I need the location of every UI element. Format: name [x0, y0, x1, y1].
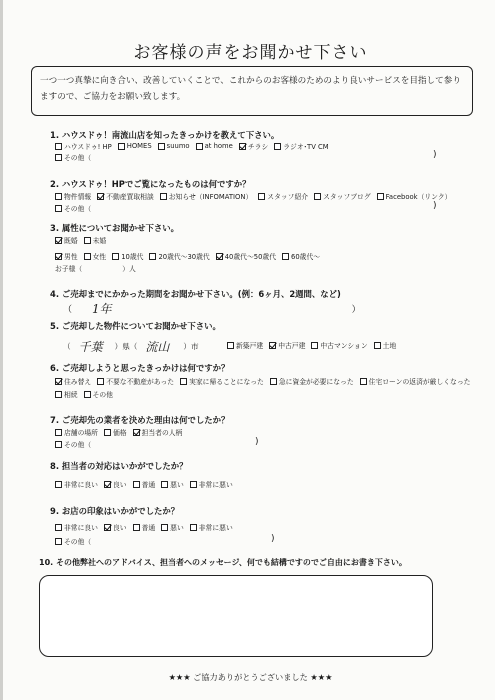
q3-gender-age-option[interactable]: [216, 251, 276, 261]
checkbox[interactable]: [239, 143, 246, 150]
q1-options: [55, 141, 335, 151]
checkbox[interactable]: [158, 143, 165, 150]
checkbox-label: 20歳代〜30歳代: [158, 253, 210, 261]
checkbox-label: 不要な不動産があった: [106, 378, 175, 386]
q3-gender-age: [55, 251, 326, 261]
q1-options-option[interactable]: [274, 141, 328, 151]
q6-row1-option[interactable]: [360, 376, 471, 386]
q8-options-option[interactable]: [133, 479, 156, 489]
checkbox[interactable]: [55, 237, 62, 244]
q1-label: 1. ハウスドゥ！南流山店を知ったきっかけを教えて下さい。: [50, 130, 280, 140]
checkbox-label: お知らせ（INFOMATION）: [168, 193, 253, 201]
checkbox[interactable]: [227, 342, 234, 349]
q7-options-option[interactable]: [104, 427, 127, 437]
q7-other-close: ): [255, 437, 259, 447]
checkbox-label: 良い: [112, 524, 127, 532]
checkbox-label: 実家に帰ることになった: [189, 378, 264, 386]
q3-marital-option[interactable]: [55, 235, 78, 245]
checkbox-label: 非常に悪い: [198, 481, 233, 489]
checkbox[interactable]: [104, 429, 111, 436]
checkbox-label: 中古戸建: [278, 342, 306, 350]
checkbox[interactable]: [55, 524, 62, 531]
checkbox[interactable]: [274, 143, 281, 150]
q6-row1-option[interactable]: [270, 376, 354, 386]
checkbox[interactable]: [149, 253, 156, 260]
q6-row1-option[interactable]: [55, 376, 91, 386]
q5-types-option[interactable]: [269, 340, 305, 350]
checkbox[interactable]: [118, 143, 125, 150]
q9-options: [55, 522, 239, 532]
checkbox[interactable]: [55, 193, 62, 200]
checkbox[interactable]: [314, 193, 321, 200]
q8-options-option[interactable]: [161, 479, 184, 489]
q7-other: その他（: [55, 439, 91, 449]
q9-other-checkbox[interactable]: [55, 538, 62, 545]
checkbox[interactable]: [55, 391, 62, 398]
checkbox[interactable]: [190, 481, 197, 488]
q7-options-option[interactable]: [55, 427, 98, 437]
checkbox-label: 相続: [64, 391, 78, 399]
q6-row1-option[interactable]: [97, 376, 174, 386]
checkbox[interactable]: [360, 378, 367, 385]
checkbox-label: 価格: [112, 429, 127, 437]
checkbox-label: 非常に悪い: [198, 524, 233, 532]
q10-label: 10. その他弊社へのアドバイス、担当者へのメッセージ、何でも結構ですのでご自由にお書き下さい。: [39, 558, 407, 567]
q8-options-option[interactable]: [104, 479, 127, 489]
q1-options-option[interactable]: [158, 142, 190, 150]
q9-label: 9. お店の印象はいかがでしたか？: [50, 506, 180, 516]
q4-label: 4. ご売却までにかかった期間をお聞かせ下さい。(例：6ヶ月、2週間、など): [50, 289, 341, 299]
q1-options-option[interactable]: [239, 141, 268, 151]
q2-options-option[interactable]: [377, 191, 452, 201]
q8-options-option[interactable]: [55, 479, 98, 489]
q3-gender-age-option[interactable]: [55, 251, 78, 261]
q2-options: [55, 191, 457, 201]
q9-options-option[interactable]: [190, 522, 233, 532]
q1-other-checkbox[interactable]: [55, 154, 62, 161]
checkbox-label: suumo: [166, 142, 190, 150]
checkbox-label: スタッフ紹介: [267, 193, 309, 201]
q1-other: その他（: [55, 152, 91, 162]
q3-marital-option[interactable]: [84, 235, 107, 245]
q6-label: 6. ご売却しようと思ったきっかけは何ですか？: [50, 363, 230, 373]
q3-label: 3. 属性についてお聞かせ下さい。: [50, 223, 180, 233]
checkbox[interactable]: [84, 237, 91, 244]
checkbox[interactable]: [84, 391, 91, 398]
q9-options-option[interactable]: [104, 522, 127, 532]
checkbox-label: 住宅ローンの返済が厳しくなった: [368, 378, 471, 386]
checkbox-label: HOMES: [126, 142, 152, 150]
q7-options: [55, 427, 188, 437]
checkbox[interactable]: [133, 524, 140, 531]
checkbox-label: 新築戸建: [236, 342, 264, 350]
q2-options-option[interactable]: [160, 191, 253, 201]
q2-options-option[interactable]: [55, 191, 91, 201]
q2-label: 2. ハウスドゥ！HPでご覧になったものは何ですか？: [50, 179, 251, 189]
q6-row2-option[interactable]: [84, 389, 113, 399]
q2-options-option[interactable]: [97, 191, 154, 201]
checkbox-label: 良い: [112, 481, 127, 489]
q7-label: 7. ご売却先の業者を決めた理由は何でしたか？: [50, 415, 230, 425]
q5-location: （ 千葉 ）県（ 流山 ）市: [63, 340, 199, 354]
checkbox[interactable]: [311, 342, 318, 349]
checkbox-label: 急に資金が必要になった: [278, 378, 354, 386]
checkbox-label: スタッフブログ: [323, 193, 371, 201]
checkbox[interactable]: [282, 253, 289, 260]
q4-answer[interactable]: 1年: [92, 302, 112, 316]
checkbox-label: 中古マンション: [320, 342, 368, 350]
checkbox[interactable]: [377, 193, 384, 200]
q5-types: [227, 340, 402, 350]
q3-gender-age-option[interactable]: [282, 251, 320, 261]
q9-options-option[interactable]: [161, 522, 184, 532]
q6-row1: [55, 376, 476, 386]
checkbox[interactable]: [55, 378, 62, 385]
checkbox-label: 男性: [64, 253, 78, 261]
checkbox-label: 担当者の人柄: [141, 429, 183, 437]
q2-options-option[interactable]: [314, 191, 371, 201]
checkbox-label: 40歳代〜50歳代: [224, 253, 277, 261]
q7-options-option[interactable]: [133, 427, 183, 437]
checkbox[interactable]: [55, 481, 62, 488]
q8-options-option[interactable]: [190, 479, 233, 489]
intro-box: 一つ一つ真摯に向き合い、改善していくことで、これからのお客様のためのより良いサービスを目指して参りますので、ご協力をお願い致します。: [31, 66, 473, 116]
q6-row2-option[interactable]: [55, 389, 78, 399]
checkbox-label: 不動産買取相談: [106, 193, 154, 201]
checkbox[interactable]: [104, 524, 111, 531]
checkbox[interactable]: [374, 342, 381, 349]
footer-thanks: ★★★ ご協力ありがとうございました ★★★: [168, 672, 333, 682]
checkbox-label: 悪い: [170, 481, 184, 489]
q9-other-close: ): [271, 534, 275, 544]
q5-label: 5. ご売却した物件についてお聞かせ下さい。: [50, 321, 221, 331]
q1-options-option[interactable]: [55, 141, 112, 151]
q9-options-option[interactable]: [133, 522, 156, 532]
checkbox[interactable]: [55, 429, 62, 436]
q4-answer-row: （ 1年 ）: [63, 302, 361, 316]
q3-gender-age-option[interactable]: [84, 251, 107, 261]
checkbox[interactable]: [196, 143, 203, 150]
free-comment-box[interactable]: [39, 575, 433, 657]
checkbox-label: ラジオ･TV CM: [283, 143, 329, 151]
checkbox-label: 普通: [141, 481, 156, 489]
q2-other: その他（: [55, 203, 91, 213]
checkbox[interactable]: [55, 253, 62, 260]
q6-row2: [55, 389, 119, 399]
checkbox-label: at home: [204, 142, 233, 150]
page-title: お客様の声をお聞かせ下さい: [133, 43, 368, 63]
checkbox[interactable]: [84, 253, 91, 260]
checkbox-label: 普通: [141, 524, 156, 532]
checkbox[interactable]: [133, 429, 140, 436]
checkbox-label: 住み替え: [64, 378, 92, 386]
checkbox-label: Facebook（リンク）: [385, 193, 452, 201]
q8-options: [55, 479, 239, 489]
q7-other-checkbox[interactable]: [55, 441, 62, 448]
q2-other-close: ): [433, 201, 437, 211]
checkbox[interactable]: [180, 378, 187, 385]
checkbox-label: チラシ: [247, 143, 269, 151]
checkbox[interactable]: [112, 253, 119, 260]
checkbox-label: 非常に良い: [64, 524, 98, 532]
checkbox-label: 60歳代〜: [291, 253, 321, 261]
checkbox-label: 未婚: [92, 237, 107, 245]
checkbox[interactable]: [161, 524, 168, 531]
checkbox[interactable]: [269, 342, 276, 349]
checkbox[interactable]: [160, 193, 167, 200]
q5-types-option[interactable]: [227, 340, 263, 350]
q1-other-close: ): [433, 150, 437, 160]
checkbox[interactable]: [133, 481, 140, 488]
q5-prefecture[interactable]: 千葉: [78, 340, 103, 354]
q6-row1-option[interactable]: [180, 376, 264, 386]
checkbox-label: ハウスドゥ! HP: [64, 143, 112, 151]
q9-options-option[interactable]: [55, 522, 98, 532]
checkbox[interactable]: [258, 193, 265, 200]
q5-city[interactable]: 流山: [145, 340, 170, 354]
checkbox[interactable]: [216, 253, 223, 260]
q3-marital: [55, 235, 112, 245]
q3-gender-age-option[interactable]: [112, 251, 143, 261]
checkbox-label: 10歳代: [121, 253, 144, 261]
checkbox-label: 女性: [92, 253, 107, 261]
q9-other: その他（: [55, 536, 91, 546]
checkbox[interactable]: [104, 481, 111, 488]
checkbox-label: 店舗の場所: [64, 429, 98, 437]
q1-options-option[interactable]: [118, 142, 152, 150]
checkbox[interactable]: [97, 378, 104, 385]
checkbox[interactable]: [55, 143, 62, 150]
checkbox[interactable]: [97, 193, 104, 200]
q2-other-checkbox[interactable]: [55, 205, 62, 212]
checkbox-label: 非常に良い: [64, 481, 98, 489]
q3-gender-age-option[interactable]: [149, 251, 209, 261]
checkbox-label: 土地: [382, 342, 397, 350]
checkbox[interactable]: [270, 378, 277, 385]
checkbox[interactable]: [190, 524, 197, 531]
q5-types-option[interactable]: [374, 340, 397, 350]
q8-label: 8. 担当者の対応はいかがでしたか？: [50, 461, 188, 471]
q2-options-option[interactable]: [258, 191, 308, 201]
checkbox-label: 物件情報: [64, 193, 92, 201]
q1-options-option[interactable]: [196, 142, 233, 150]
checkbox-label: 既婚: [64, 237, 78, 245]
checkbox-label: その他: [92, 391, 113, 399]
checkbox[interactable]: [161, 481, 168, 488]
checkbox-label: 悪い: [170, 524, 184, 532]
q3-children: お子様（ ）人: [55, 265, 136, 273]
q5-types-option[interactable]: [311, 340, 367, 350]
